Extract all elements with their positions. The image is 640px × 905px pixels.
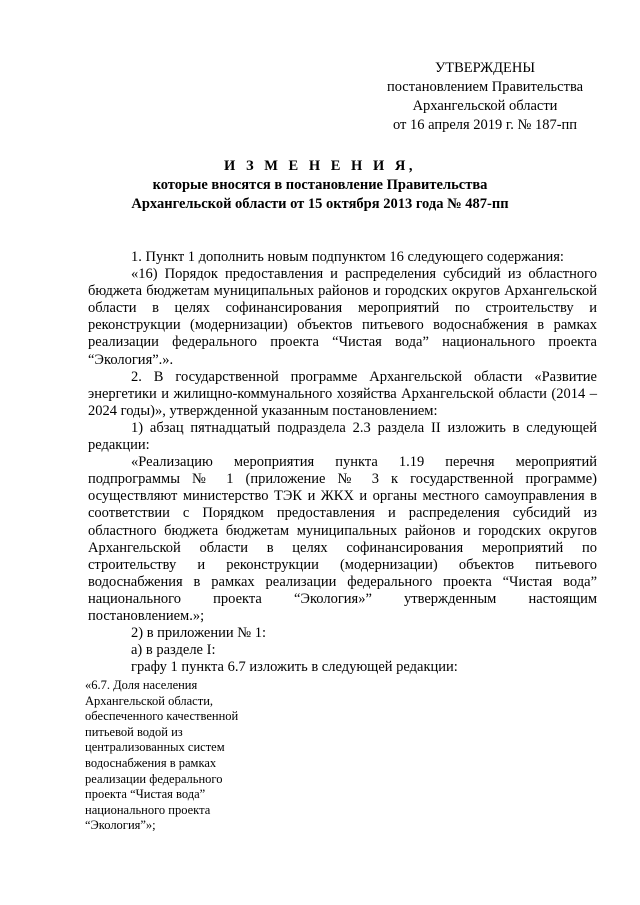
heading-title: И З М Е Н Е Н И Я, — [224, 158, 416, 174]
paragraph: 2) в приложении № 1: — [131, 625, 266, 642]
document-body — [88, 249, 597, 676]
table-cell-line: национального проекта — [85, 802, 211, 817]
paragraph: «Реализацию мероприятия пункта 1.19 перечня мероприятий подпрограммы № 1 (приложение № 3 к государственной программе) осуществляют министерство ТЭК и ЖКХ и органы местного самоуправления в соответствии с Порядком предоставления и распределения субсидий из областного бюджета бюджетам муниципальных районов и городских округов Архангельской области в целях софинансирования мероприятий по строительству и реконструкции (модернизации) объектов питьевого водоснабжения в рамках реализации федерального проекта “Чистая вода” национального проекта “Экология»” утвержденным настоящим постановлением.»; — [88, 454, 597, 624]
paragraph: 1) абзац пятнадцатый подраздела 2.3 раздела II изложить в следующей редакции: — [88, 419, 597, 454]
approval-line: от 16 апреля 2019 г. № 187-пп — [392, 117, 578, 133]
table-cell-line: обеспеченного качественной — [85, 709, 239, 724]
table-cell-line: Архангельской области, — [85, 693, 214, 708]
approval-line: постановлением Правительства — [386, 79, 584, 95]
table-cell-line: “Экология”»; — [85, 818, 156, 833]
paragraph: «16) Порядок предоставления и распределения субсидий из областного бюджета бюджетам муниципальных районов и городских округов Архангельской области в целях софинансирования мероприятий по строительству и реконструкции (модернизации) объектов питьевого водоснабжения в рамках реализации федерального проекта “Чистая вода” национального проекта “Экология”.». — [88, 266, 597, 368]
table-cell-line: «6.7. Доля населения — [85, 678, 198, 692]
table-cell-line: водоснабжения в рамках — [85, 755, 217, 770]
table-cell-line: централизованных систем — [85, 740, 225, 755]
approval-block — [345, 59, 625, 135]
table-cell-6-7 — [85, 678, 270, 834]
paragraph: графу 1 пункта 6.7 изложить в следующей редакции: — [131, 659, 458, 676]
document-heading — [30, 157, 610, 214]
approval-line: Архангельской области — [412, 98, 558, 114]
heading-subtitle-line: которые вносятся в постановление Правительства — [152, 177, 488, 193]
table-cell-line: питьевой водой из — [85, 724, 183, 739]
table-cell-line: проекта “Чистая вода” — [85, 787, 206, 802]
approval-line: УТВЕРЖДЕНЫ — [434, 60, 536, 76]
paragraph: а) в разделе I: — [131, 642, 216, 659]
table-cell-line: реализации федерального — [85, 771, 223, 786]
paragraph: 2. В государственной программе Архангельской области «Развитие энергетики и жилищно-коммунального хозяйства Архангельской области (2014 – 2024 годы)», утвержденной указанным постановлением: — [88, 368, 597, 419]
paragraph: 1. Пункт 1 дополнить новым подпунктом 16 следующего содержания: — [131, 249, 564, 265]
heading-subtitle-line: Архангельской области от 15 октября 2013 года № 487-пп — [131, 196, 509, 212]
